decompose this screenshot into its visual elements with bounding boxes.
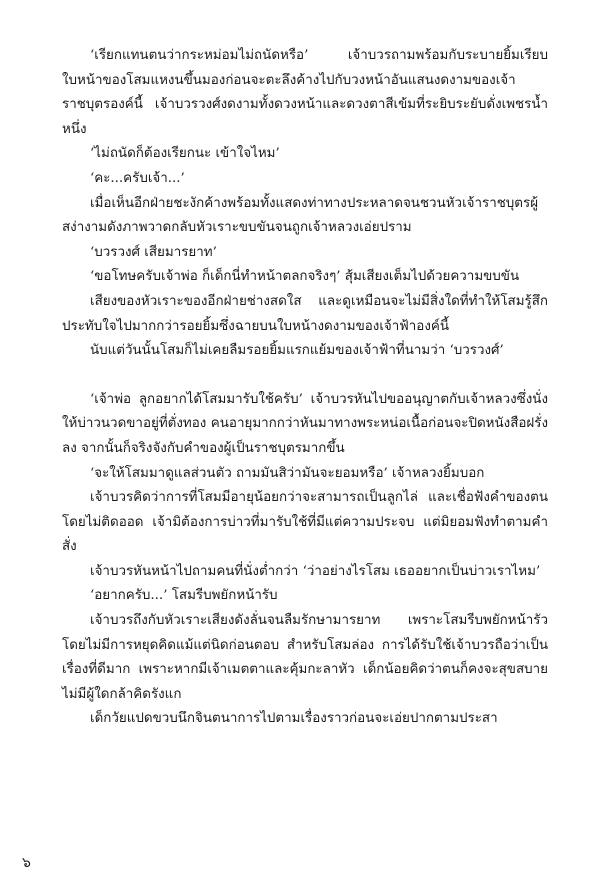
paragraph: เจ้าบวรถึงกับหัวเราะเสียงดังลั่นจนลืมรักษามารยาท เพราะโสมรีบพยักหน้ารัวโดยไม่มีการหยุดคิดแม้แต่นิดก่อนตอบ สำหรับโสมล่อง การได้รับใช้เจ้าบวรถือว่าเป็นเรื่องที่ดีมาก เพราะหากมีเจ้าเมตตาและคุ้มกะลาหัว เด็กน้อยคิดว่าตนก็คงจะสุขสบาย ไม่มีผู้ใดกล้าคิดรังแก <box>62 613 548 702</box>
page-number: ๖ <box>22 855 31 871</box>
body-text <box>62 44 548 732</box>
paragraph: ‘บวรวงศ์ เสียมารยาท’ <box>90 244 217 260</box>
paragraph: เสียงของหัวเราะของอีกฝ่ายช่างสดใส และดูเหมือนจะไม่มีสิ่งใดที่ทำให้โสมรู้สึกประทับใจไปมากกว่ารอยยิ้มซึ่งฉายบนใบหน้างดงามของเจ้าฟ้าองค์นี้ <box>62 293 548 334</box>
paragraph: ‘คะ...ครับเจ้า...’ <box>90 170 185 186</box>
paragraph: เจ้าบวรหันหน้าไปถามคนที่นั่งต่ำกว่า ‘ว่าอย่างไรโสม เธออยากเป็นบ่าวเราไหม’ <box>90 563 541 579</box>
paragraph: เด็กวัยแปดขวบนึกจินตนาการไปตามเรื่องราวก่อนจะเอ่ยปากตามประสา <box>90 711 498 727</box>
paragraph: นับแต่วันนั้นโสมก็ไม่เคยลืมรอยยิ้มแรกแย้มของเจ้าฟ้าที่นามว่า ‘บวรวงศ์’ <box>90 343 504 359</box>
paragraph: ‘อยากครับ...’ โสมรีบพยักหน้ารับ <box>90 588 278 604</box>
paragraph: ‘เรียกแทนตนว่ากระหม่อมไม่ถนัดหรือ’ เจ้าบวรถามพร้อมกับระบายยิ้มเรียบ ใบหน้าของโสมแหงนขึ้นมองก่อนจะตะลึงค้างไปกับวงหน้าอันแสนงดงามของเจ้าราชบุตรองค์นี้ เจ้าบวรวงศ์งดงามทั้งดวงหน้าและดวงตาสีเข้มที่ระยิบระยับดั่งเพชรน้ำหนึ่ง <box>62 48 548 137</box>
paragraph: เมื่อเห็นอีกฝ่ายชะงักค้างพร้อมทั้งแสดงท่าทางประหลาดจนชวนหัวเจ้าราชบุตรผู้สง่างามดังภาพวาดกลับหัวเราะขบขันจนถูกเจ้าหลวงเอ่ยปราม <box>62 195 539 236</box>
paragraph: เจ้าบวรคิดว่าการที่โสมมีอายุน้อยกว่าจะสามารถเป็นลูกไล่ และเชื่อฟังคำของตนโดยไม่ติดออด เจ้ามิต้องการบ่าวที่มารับใช้ที่มีแต่ความประจบ แต่มิยอมฟังทำตามคำสั่ง <box>62 490 548 555</box>
paragraph: ‘จะให้โสมมาดูแลส่วนตัว ถามมันสิว่ามันจะยอมหรือ’ เจ้าหลวงยิ้มบอก <box>90 465 485 481</box>
paragraph: ‘ขอโทษครับเจ้าพ่อ ก็เด็กนี่ทำหน้าตลกจริงๆ’ สุ้มเสียงเต็มไปด้วยความขบขัน <box>90 269 520 285</box>
paragraph: ‘ไม่ถนัดก็ต้องเรียกนะ เข้าใจไหม’ <box>90 146 280 162</box>
paragraph: ‘เจ้าพ่อ ลูกอยากได้โสมมารับใช้ครับ’ เจ้าบวรหันไปขออนุญาตกับเจ้าหลวงซึ่งนั่งให้บ่าวนวดขาอยู่ที่ตั่งทอง คนอายุมากกว่าหันมาทางพระหน่อเนื้อก่อนจะปิดหนังสือฝรั่งลง จากนั้นก็จริงจังกับคำของผู้เป็นราชบุตรมากขึ้น <box>62 391 548 456</box>
